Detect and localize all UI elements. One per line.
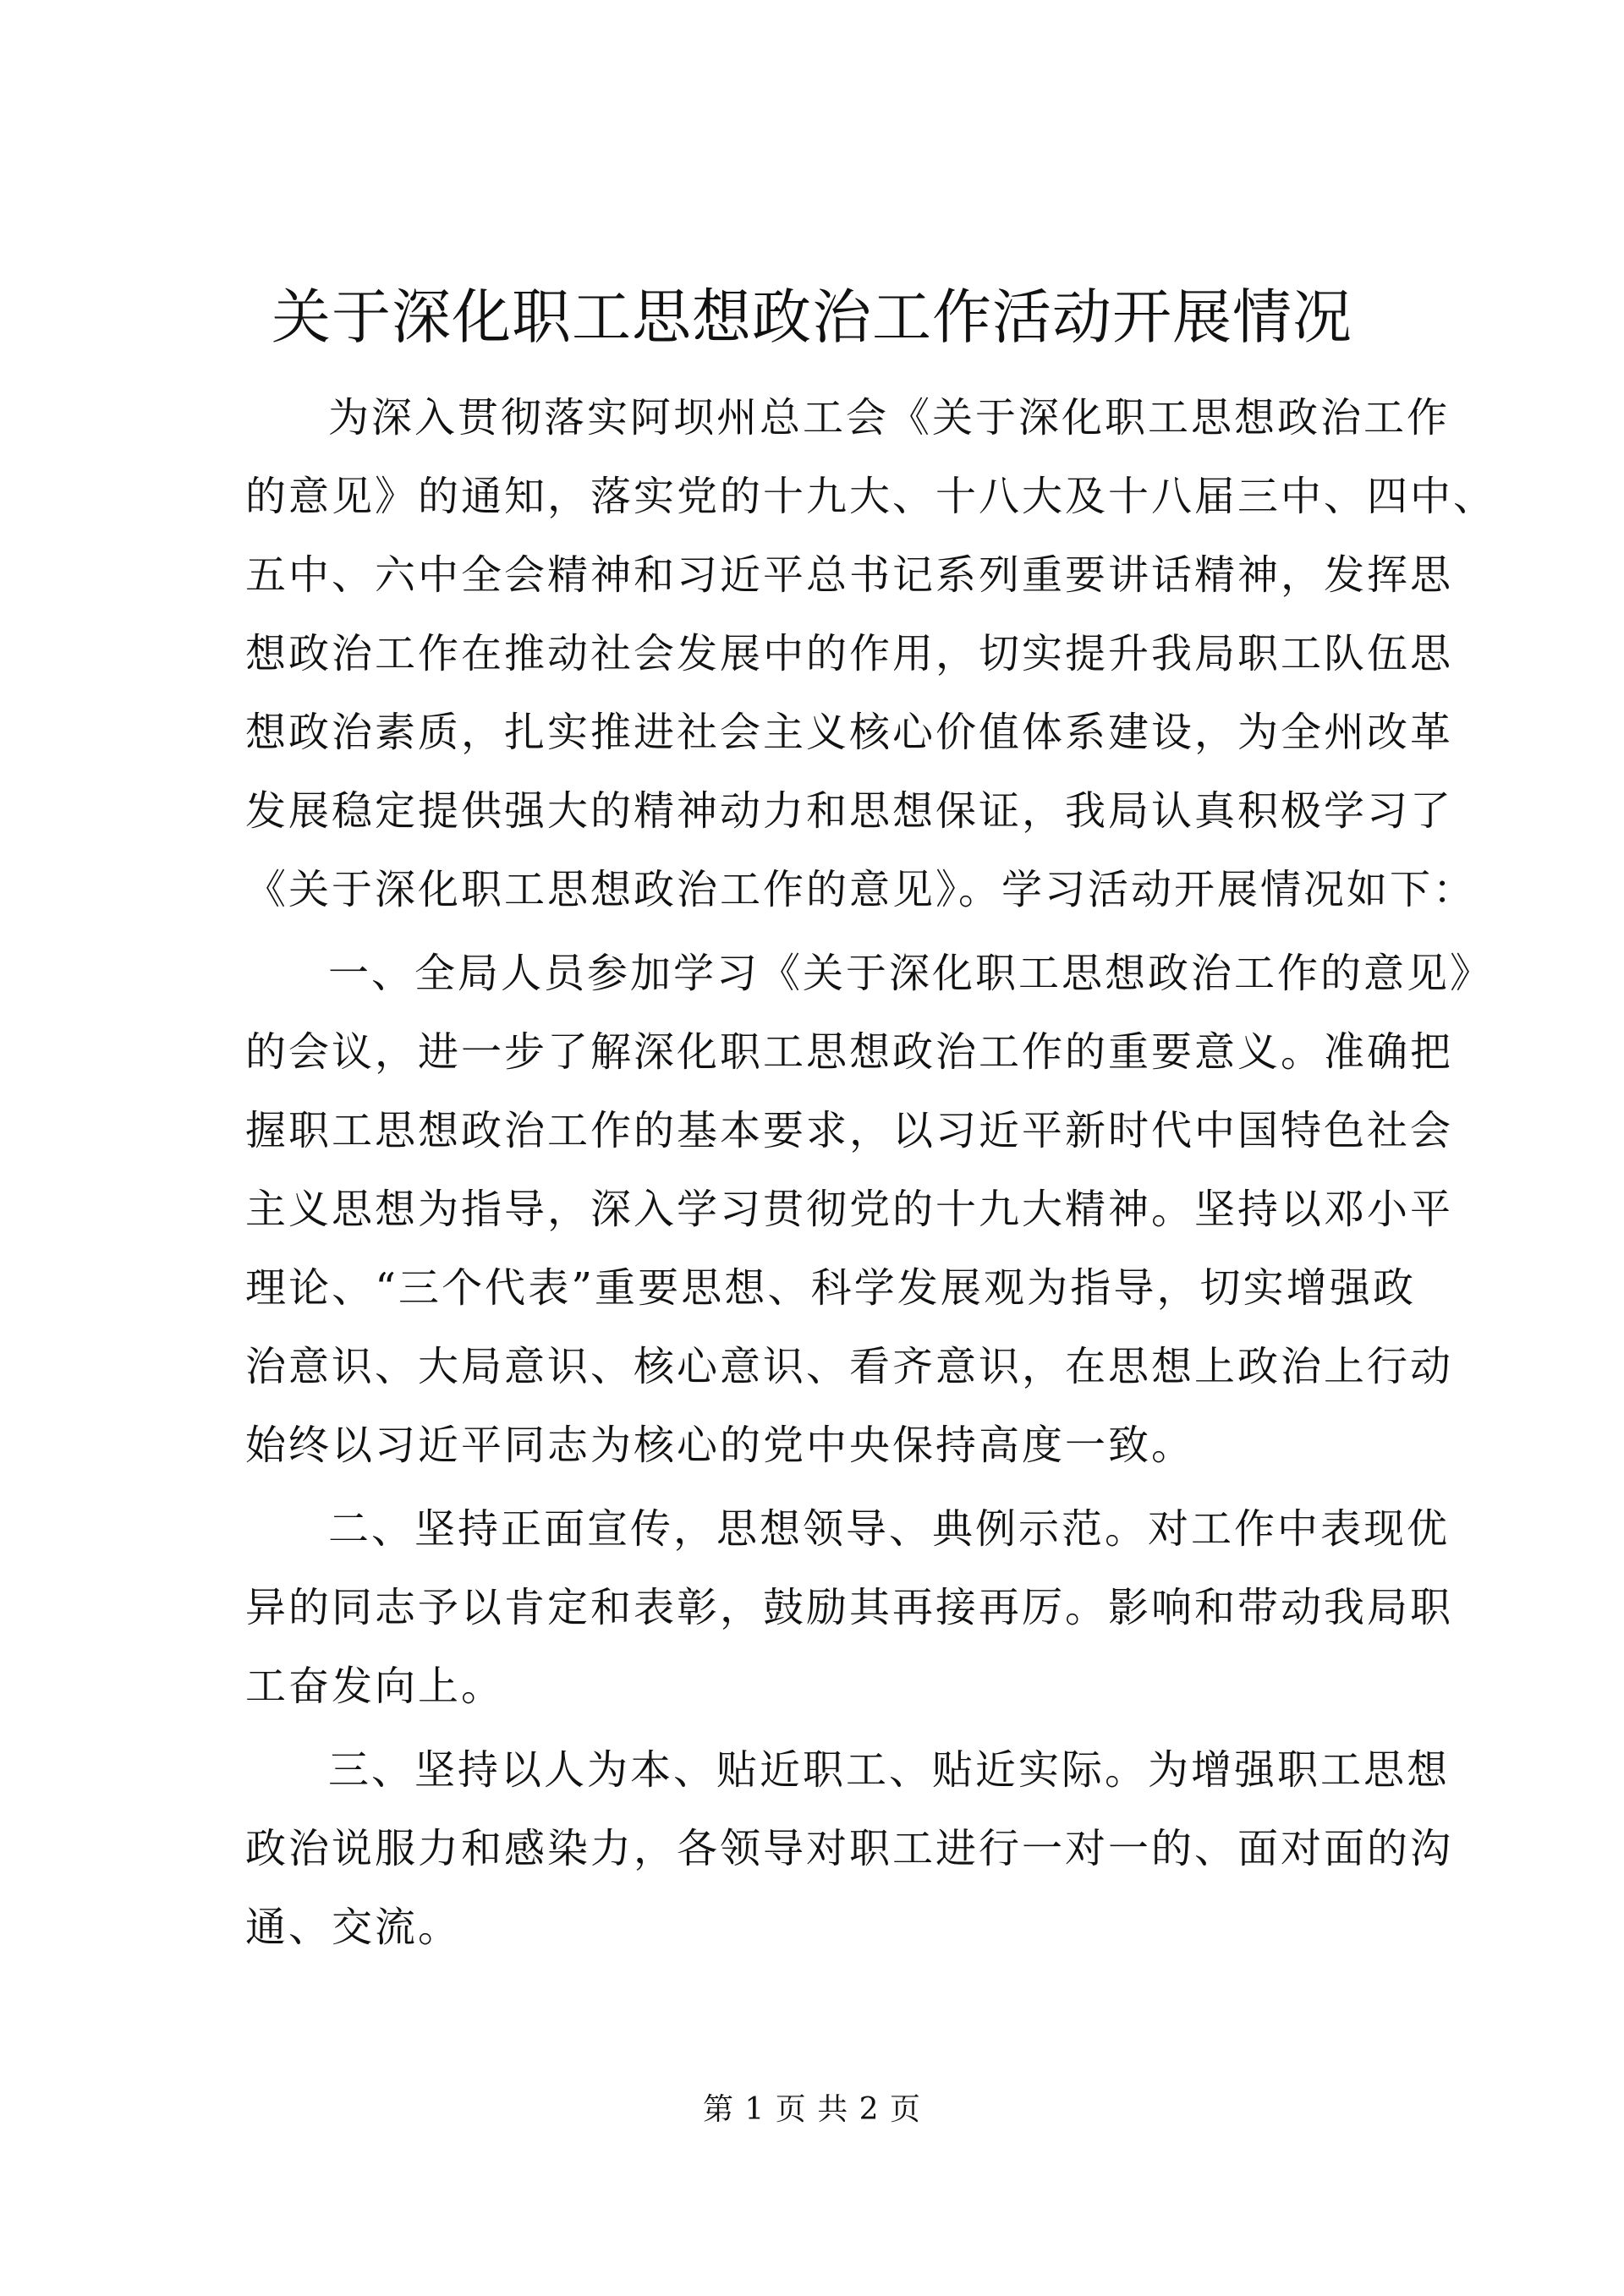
- page-number-footer: 第 1 页 共 2 页: [702, 2092, 922, 2127]
- paragraph-line: 始终以习近平同志为核心的党中央保持高度一致。: [245, 1422, 1195, 1469]
- paragraph-line: 通、交流。: [245, 1904, 462, 1951]
- paragraph-line: 理论、“三个代表”重要思想、科学发展观为指导，切实增强政: [245, 1264, 1416, 1312]
- paragraph-line: 的意见》的通知，落实党的十九大、十八大及十八届三中、四中、: [245, 473, 1497, 520]
- paragraph-line: 治意识、大局意识、核心意识、看齐意识，在思想上政治上行动: [245, 1343, 1454, 1390]
- paragraph-line: 一、全局人员参加学习《关于深化职工思想政治工作的意见》: [328, 950, 1494, 997]
- paragraph-line: 三、坚持以人为本、贴近职工、贴近实际。为增强职工思想: [328, 1746, 1451, 1794]
- paragraph-line: 政治说服力和感染力，各领导对职工进行一对一的、面对面的沟: [245, 1825, 1454, 1872]
- paragraph-intro: [245, 379, 1497, 929]
- document-title: 关于深化职工思想政治工作活动开展情况: [272, 282, 1352, 352]
- paragraph-section-2: [245, 1490, 1454, 1726]
- paragraph-line: 五中、六中全会精神和习近平总书记系列重要讲话精神，发挥思: [245, 551, 1454, 599]
- paragraph-line: 工奋发向上。: [245, 1663, 505, 1710]
- paragraph-line: 想政治工作在推动社会发展中的作用，切实提升我局职工队伍思: [245, 630, 1454, 677]
- paragraph-section-1: [245, 934, 1494, 1485]
- paragraph-line: 想政治素质，扎实推进社会主义核心价值体系建设，为全州改革: [245, 709, 1454, 756]
- paragraph-section-3: [245, 1731, 1454, 1967]
- paragraph-line: 二、坚持正面宣传，思想领导、典例示范。对工作中表现优: [328, 1505, 1451, 1553]
- document-body: [245, 379, 1497, 1972]
- paragraph-line: 主义思想为指导，深入学习贯彻党的十九大精神。坚持以邓小平: [245, 1186, 1454, 1233]
- paragraph-line: 为深入贯彻落实阿坝州总工会《关于深化职工思想政治工作: [328, 394, 1451, 441]
- paragraph-line: 异的同志予以肯定和表彰，鼓励其再接再厉。影响和带动我局职: [245, 1584, 1454, 1631]
- paragraph-line: 《关于深化职工思想政治工作的意见》。学习活动开展情况如下：: [245, 866, 1477, 913]
- paragraph-line: 握职工思想政治工作的基本要求，以习近平新时代中国特色社会: [245, 1107, 1454, 1154]
- paragraph-line: 发展稳定提供强大的精神动力和思想保证，我局认真积极学习了: [245, 787, 1454, 835]
- paragraph-line: 的会议，进一步了解深化职工思想政治工作的重要意义。准确把: [245, 1028, 1454, 1076]
